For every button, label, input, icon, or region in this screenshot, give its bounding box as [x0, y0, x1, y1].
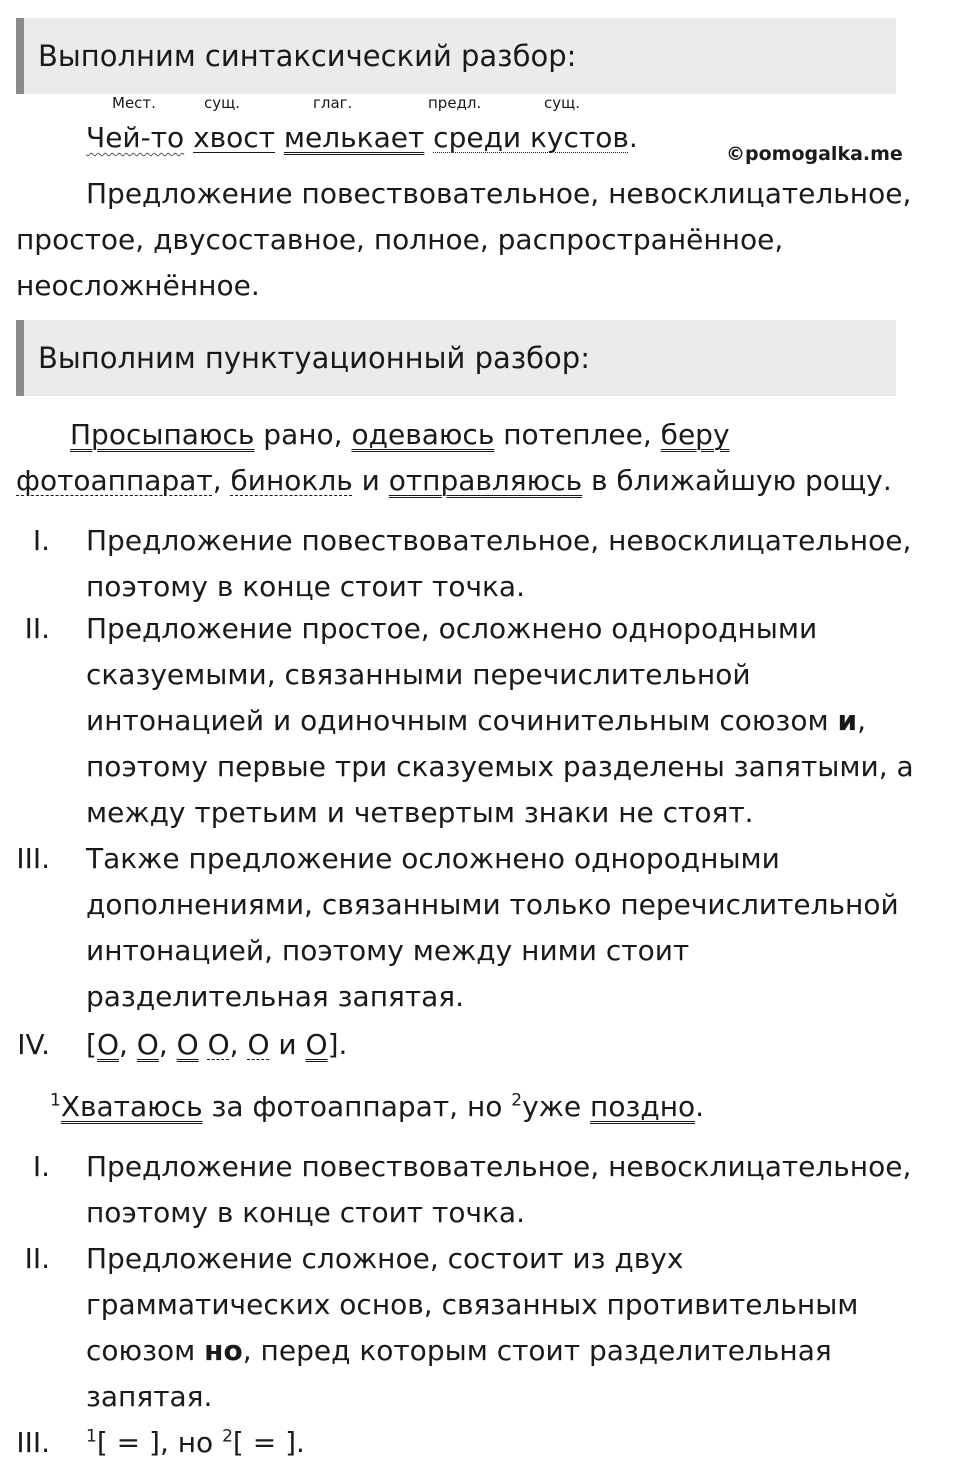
object-word: фотоаппарат — [16, 464, 213, 497]
scheme-comma: , — [118, 1028, 128, 1061]
scheme-conjunction: и — [269, 1028, 306, 1061]
subject-word: хвост — [193, 121, 275, 154]
list-line: разделительная запятая. — [86, 980, 465, 1013]
sentence-text: и — [352, 464, 389, 497]
list-line: между третьим и четвертым знаки не стоят. — [86, 796, 754, 829]
sentence-end: . — [628, 121, 638, 154]
pos-label: предл. — [428, 94, 482, 112]
punct-scheme — [86, 1420, 305, 1466]
section-heading-text: Выполним синтаксический разбор: — [38, 39, 577, 73]
list-number: II. — [24, 1242, 50, 1275]
analysis-line: Предложение повествовательное, невосклицательное, — [86, 177, 912, 210]
predicate-word: Просыпаюсь — [70, 418, 255, 451]
list-item — [86, 1144, 911, 1236]
scheme-predicate: О — [305, 1028, 328, 1061]
pos-label: глаг. — [313, 94, 353, 112]
sentence-word: Чей-то — [86, 121, 185, 154]
list-item — [86, 1236, 858, 1420]
list-item — [86, 606, 914, 836]
list-line: поэтому в конце стоит точка. — [86, 570, 525, 603]
bracket: [ — [86, 1028, 97, 1061]
conjunction-bold: но — [204, 1334, 243, 1367]
list-line: грамматических основ, связанных противительным — [86, 1288, 859, 1321]
pos-label: сущ. — [204, 94, 241, 112]
list-text: союзом — [86, 1334, 205, 1367]
list-number: I. — [32, 1150, 50, 1183]
list-number: III. — [16, 1426, 50, 1459]
predicate-word: отправляюсь — [388, 464, 583, 497]
list-line: Предложение простое, осложнено однородными — [86, 612, 818, 645]
bracket: ]. — [327, 1028, 348, 1061]
punct-sentence-line — [16, 458, 892, 504]
sentence-end: . — [695, 1090, 705, 1123]
sentence-text: в ближайшую рощу. — [582, 464, 892, 497]
list-number: I. — [32, 524, 50, 557]
list-line — [86, 698, 914, 744]
list-line: дополнениями, связанными только перечислительной — [86, 888, 899, 921]
list-line: поэтому первые три сказуемых разделены запятыми, а — [86, 750, 914, 783]
punct-scheme — [86, 1022, 347, 1068]
list-number: IV. — [17, 1028, 50, 1061]
list-text: , — [857, 704, 867, 737]
list-line: Предложение повествовательное, невосклицательное, — [86, 1150, 912, 1183]
list-line: поэтому в конце стоит точка. — [86, 1196, 525, 1229]
sentence-text: рано, — [254, 418, 352, 451]
list-item — [86, 518, 911, 610]
list-number: II. — [24, 612, 50, 645]
scheme-comma: , — [158, 1028, 168, 1061]
sentence-text: уже — [522, 1090, 591, 1123]
sentence-text: за фотоаппарат, но — [202, 1090, 512, 1123]
punct-sentence-line — [70, 412, 730, 458]
scheme-text: [ = ]. — [232, 1426, 305, 1459]
scheme-object: О — [207, 1028, 230, 1061]
section-heading-syntax — [16, 18, 896, 94]
scheme-predicate: О — [176, 1028, 199, 1061]
predicate-word: мелькает — [283, 121, 425, 154]
list-line: Предложение сложное, состоит из двух — [86, 1242, 684, 1275]
scheme-text: [ = ], но — [96, 1426, 223, 1459]
predicate-word: беру — [660, 418, 730, 451]
predicate-word: Хватаюсь — [60, 1090, 203, 1123]
list-text: интонацией и одиночным сочинительным союзом — [86, 704, 838, 737]
pos-label: Мест. — [112, 94, 156, 112]
section-heading-punctuation — [16, 320, 896, 396]
scheme-comma: , — [229, 1028, 239, 1061]
scheme-object: О — [247, 1028, 270, 1061]
predicate-word: поздно — [590, 1090, 696, 1123]
list-line — [86, 1328, 858, 1374]
list-number: III. — [16, 842, 50, 875]
predicate-word: одеваюсь — [351, 418, 495, 451]
list-line: Предложение повествовательное, невосклицательное, — [86, 524, 912, 557]
analysis-line: неосложнённое. — [16, 269, 260, 302]
syntax-sentence — [86, 118, 638, 158]
list-line: запятая. — [86, 1380, 213, 1413]
conjunction-bold: и — [837, 704, 858, 737]
watermark: ©pomogalka.me — [726, 143, 903, 165]
list-line: интонацией, поэтому между ними стоит — [86, 934, 690, 967]
clause-number: 2 — [511, 1090, 523, 1111]
list-line: сказуемыми, связанными перечислительной — [86, 658, 751, 691]
scheme-predicate: О — [136, 1028, 159, 1061]
list-text: , перед которым стоит разделительная — [242, 1334, 832, 1367]
analysis-line: простое, двусоставное, полное, распространённое, — [16, 223, 784, 256]
clause-number: 1 — [86, 1426, 97, 1447]
object-word: бинокль — [230, 464, 353, 497]
circumstance-word: среди кустов — [433, 121, 629, 154]
list-line: Также предложение осложнено однородными — [86, 842, 780, 875]
sentence-text: потеплее, — [494, 418, 661, 451]
clause-number: 1 — [50, 1090, 61, 1111]
punct-sentence-line — [50, 1084, 704, 1130]
section-heading-text: Выполним пунктуационный разбор: — [38, 341, 590, 375]
sentence-text: , — [212, 464, 231, 497]
list-item — [86, 836, 899, 1020]
clause-number: 2 — [222, 1426, 233, 1447]
scheme-predicate: О — [96, 1028, 119, 1061]
pos-label: сущ. — [544, 94, 581, 112]
